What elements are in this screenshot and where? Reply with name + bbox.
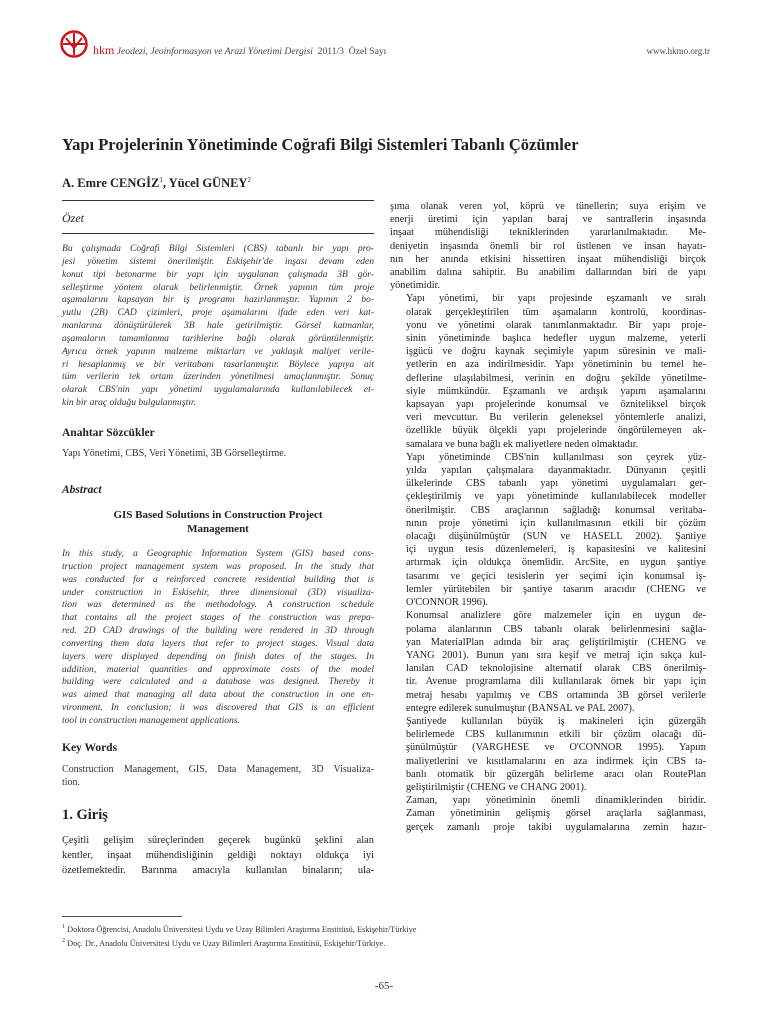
text-line: Yapı yönetiminde CBS'nin kullanılması son çeyrek yüz- [406, 451, 706, 463]
left-column [62, 200, 374, 878]
text-line: olarak gerçekleştirilen tüm aşamaların kontrolü, koordinas- [406, 306, 706, 318]
keywords-heading: Key Words [62, 741, 118, 754]
text-line: belirlemede CBS kullanımının etkili bir çözüm olacağı dü- [406, 729, 706, 741]
hkmo-logo-icon [60, 30, 88, 58]
text-line: inşaat mühendisliği tekniklerinden yararlanılmaktadır. Me- [390, 227, 706, 239]
text-line: kin bir araç olduğu bulgulanmıştır. [62, 397, 196, 409]
abstract-heading: Abstract [62, 483, 102, 496]
paper-title: Yapı Projelerinin Yönetiminde Coğrafi Bilgi Sistemleri Tabanlı Çözümler [62, 135, 579, 154]
text-line: In this study, a Geographic Information System (GIS) based cons- [62, 547, 374, 559]
text-line: manlarına dönüştürülerek 3B hale getirilmiştir. Görsel katmanlar, [62, 320, 374, 332]
body-paragraph [390, 451, 706, 609]
text-line: O'CONNOR 1996). [406, 597, 488, 609]
paper-authors [62, 176, 251, 191]
text-line: Zaman, yapı yönetiminin önemli dinamiklerinden biridir. [406, 795, 706, 807]
journal-header-text [93, 43, 386, 58]
text-line: Bu çalışmada Coğrafi Bilgi Sistemleri (CBS) tabanlı bir yapı pro- [62, 243, 374, 254]
text-line: Yapı yönetimi, bir yapı projesinde eşzamanlı ve sıralı [406, 293, 706, 305]
text-line: was conducted for a reinforced concrete residential building that is [62, 573, 374, 585]
text-line: yutlu (2B) CAD çizimleri, proje aşamalarını ifade eden veri kat- [62, 307, 374, 319]
text-line: kentler, inşaat mühendisliğinin geldiği noktayı oldukça iyi [62, 849, 374, 861]
journal-issue: 2011/3 [317, 46, 344, 57]
journal-logo-text: hkm [93, 43, 115, 57]
text-line: vironment. In conclusion; it was discovered that GIS is an efficient [62, 702, 374, 714]
text-line: artırmak için oldukça önemlidir. ArcSite, en uygun şantiye [406, 557, 706, 569]
text-line: kapsayan yapı projelerinde konumsal ve özniteliksel birçok [406, 399, 706, 411]
text-line: deflerine ulaşılabilmesi, verinin en doğru şekilde yönetilme- [406, 372, 706, 384]
author-2-footnote-mark: 2 [247, 176, 251, 184]
text-line: samalara ve buna bağlı ek maliyetlere neden olmaktadır. [406, 438, 639, 450]
text-line: özellikle büyük ölçekli yapı projelerinde öngörülemeyen ak- [406, 425, 706, 437]
text-line: Konumsal analizlere göre malzemeler için en uygun de- [406, 610, 706, 622]
text-line: Zaman yönetiminin gelişmiş görsel araçlarla sağlanması, [406, 808, 706, 820]
footnote-2 [62, 938, 385, 948]
text-line: enerji üretimi için yapılan baraj ve santrallerin inşasında [390, 214, 706, 226]
text-line: YANG 2001). Bunun yanı sıra keşif ve metraj için sıkça kul- [406, 649, 706, 661]
text-line: was aimed that managing all data about the construction in one en- [62, 689, 374, 701]
text-line: tion was determined as the methodology. A construction schedule [62, 599, 374, 611]
text-line: yetlerin en aza indirilmesidir. Yapı yönetiminin bu temel he- [406, 359, 706, 371]
text-line: deniyetin inşasında önemli bir rol üstlenen ve insan hayatı- [390, 240, 706, 252]
ozet-heading: Özet [62, 211, 84, 225]
text-line: yılda yapılan çalışmalara dayanmaktadır. Dünyanın çeşitli [406, 465, 706, 477]
text-line: yan MaterialPlan adında bir araç geliştirilmiştir (CHENG ve [406, 636, 706, 648]
text-line: Construction Management, GIS, Data Management, 3D Visualiza- [62, 763, 374, 775]
body-paragraph [390, 794, 706, 834]
text-line: içi uygun tesis düzenlemeleri, iş kapasitesini ve kalitesini [406, 544, 706, 556]
text-line: metraj hesabı yapılmış ve CBS ortamında 3B görsel verilerle [406, 689, 706, 701]
footnote-rule [62, 916, 182, 917]
text-line: layers were displayed depending on finish dates of the stages. In [62, 650, 374, 662]
text-line: Ayrıca örnek yapının malzeme miktarları ve yaklaşık maliyet verile- [62, 345, 374, 357]
text-line: tool in construction management applications. [62, 714, 240, 726]
text-line: sinin yönetiminde başlıca hedefler uygun malzeme, yeterli [406, 333, 706, 345]
text-line: siyle mümkündür. Eşzamanlı ve ardışık yapım aşamalarını [406, 385, 706, 397]
page-number: -65- [374, 980, 394, 992]
text-line: under construction in Eskisehir, three dimensional (3D) visualiza- [62, 586, 374, 598]
text-line: tüm verilerin tek ortam üzerinden yönetilmesi amaçlanmıştır. Sonuç [62, 371, 374, 383]
text-line: polama alanlarının CBS tabanlı olarak belirlenmesini sağla- [406, 623, 706, 635]
ozet-top-rule [62, 200, 374, 201]
body-paragraph [390, 292, 706, 450]
text-line: ri hesaplanmış ve bir veritabanı tasarlanmıştır. Böylece yapıya ait [62, 358, 374, 370]
keywords-text [62, 763, 374, 789]
footnote-1 [62, 924, 416, 934]
text-line: işgücü ve doğru kaynak seçimiyle yapım süresinin ve mali- [406, 346, 706, 358]
text-line: red. 2D CAD drawings of the building were rendered in 3D through [62, 625, 374, 637]
journal-special: Özel Sayı [348, 46, 387, 57]
text-line: banlı otomatik bir güzergâh belirleme aracı olan RoutePlan [406, 768, 706, 780]
text-line: olacağı düşünülmüştür (SUN ve HASELL 2002). Şantiye [406, 531, 706, 543]
text-line: truction project management system was proposed. In the study that [62, 560, 374, 572]
text-line: geliştirilmiştir (CHENG ve CHANG 2001). [406, 781, 587, 793]
author-1: A. Emre CENGİZ [62, 176, 160, 191]
text-line: yönetimidir. [390, 280, 441, 292]
body-paragraph [390, 715, 706, 794]
text-line: çekleştirilmiş ve yapı yönetiminde kullanılabilecek modeller [406, 491, 706, 503]
journal-name: Jeodezi, Jeoinformasyon ve Arazi Yönetimi Dergisi [116, 46, 313, 57]
text-line: nının proje yönetimi için kullanılmasının etkili bir çözüm [406, 517, 706, 529]
text-line: ülkelerinde CBS tabanlı yapı yönetimi uygulamaları ger- [406, 478, 706, 490]
text-line: tasarımı ve geçici tesislerin yer seçimi için konumsal iş- [406, 570, 706, 582]
text-line: Çeşitli gelişim süreçlerinden geçerek bugünkü şeklini alan [62, 834, 374, 846]
text-line: veri mevcuttur. Bu verilerin geleneksel yöntemlerle analizi, [406, 412, 706, 424]
abstract-title [62, 508, 374, 536]
text-line: converting them data layers that refer to project stages. Visual data [62, 637, 374, 649]
footnote-2-text: Doç. Dr., Anadolu Üniversitesi Uydu ve Uzay Bilimleri Araştırma Enstitüsü, Eskişehir/Türkiye. [65, 938, 386, 948]
footnote-1-mark: 1 [62, 924, 65, 930]
author-1-footnote-mark: 1 [159, 176, 163, 184]
text-line: anabilim dalına sahiptir. Bu anabilim dallarından biri de yapı [390, 267, 706, 279]
text-line: şıma olanak veren yol, köprü ve tünellerin; suya erişim ve [390, 201, 706, 212]
body-paragraph [390, 200, 706, 292]
text-line: nın her anında etkisini hissettiren inşaat mühendisliği birçok [390, 253, 706, 265]
text-line: jesi yönetim sistemi önerilmiştir. Eskişehir'de inşası devam eden [62, 255, 374, 267]
text-line: lemler yürütebilen bir şantiye tasarım aracıdır (CHENG ve [406, 583, 706, 595]
text-line: tion. [62, 776, 81, 788]
text-line: konut tipi betonarme bir yapı için uygulanan çalışmada 3B gör- [62, 268, 374, 280]
text-line: lanılan CAD teknolojisine alternatif olarak CBS önerilmiş- [406, 663, 706, 675]
giris-paragraph [62, 833, 374, 878]
journal-header [60, 30, 710, 62]
anahtar-text: Yapı Yönetimi, CBS, Veri Yönetimi, 3B Görselleştirme. [62, 447, 287, 459]
right-column [390, 200, 706, 834]
text-line: addition, material quantities and approximate costs of the model [62, 663, 374, 675]
body-paragraph [390, 609, 706, 715]
ozet-paragraph [62, 243, 374, 410]
footnote-2-mark: 2 [62, 938, 65, 944]
abstract-title-line: GIS Based Solutions in Construction Project [113, 508, 323, 521]
author-2: Yücel GÜNEY [168, 176, 248, 191]
text-line: özetlemektedir. Barınma amacıyla kullanılan binaların; ula- [62, 864, 374, 876]
text-line: yonu ve yönetimi olarak tanımlanmaktadır. Bir yapı proje- [406, 319, 706, 331]
footnote-1-text: Doktora Öğrencisi, Anadolu Üniversitesi Uydu ve Uzay Bilimleri Araştırma Enstitüsü, Eskişehir/Türkiye [65, 924, 417, 934]
abstract-title-line: Management [187, 522, 249, 535]
text-line: building were calculated and a database was designed. Thereby it [62, 676, 374, 688]
text-line: tir. Avenue programlama dili kullanılarak örnek bir yapı için [406, 676, 706, 688]
text-line: entegre edilerek sunulmuştur (BANSAL ve PAL 2007). [406, 702, 635, 714]
text-line: olarak CBS'nin yapı yönetimi uygulamalarında kullanılabilecek et- [62, 384, 374, 396]
text-line: aşamaların tamamlanma tarihlerine bağlı olarak görüntülenmiştir. [62, 332, 374, 344]
anahtar-heading: Anahtar Sözcükler [62, 426, 155, 439]
text-line: aşamalarını kapsayan bir iş programı hazırlanmıştır. Yapının 2 bo- [62, 294, 374, 306]
ozet-heading-rule [62, 233, 374, 234]
text-line: önerilmiştir. CBS araçlarının sağladığı konumsal veritaba- [406, 504, 706, 516]
text-line: şünülmüştür (VARGHESE ve O'CONNOR 1995). Yapım [406, 742, 706, 754]
text-line: Şantiyede kullanılan büyük iş makineleri için güzergâh [406, 715, 706, 727]
giris-heading: 1. Giriş [62, 806, 108, 823]
author-separator: , [162, 176, 169, 191]
journal-url[interactable]: www.hkmo.org.tr [646, 46, 710, 56]
text-line: maliyetlerini ve kısıtlamalarını en aza indirmek için CBS ta- [406, 755, 706, 767]
text-line: that contains all the project stages of the construction was prepa- [62, 612, 374, 624]
abstract-paragraph [62, 548, 374, 728]
text-line: gerçek zamanlı proje takibi uygulamalarına zemin hazır- [406, 821, 706, 833]
text-line: selleştirme yöntem olarak belirlenmiştir. Örnek yapının tüm proje [62, 281, 374, 293]
